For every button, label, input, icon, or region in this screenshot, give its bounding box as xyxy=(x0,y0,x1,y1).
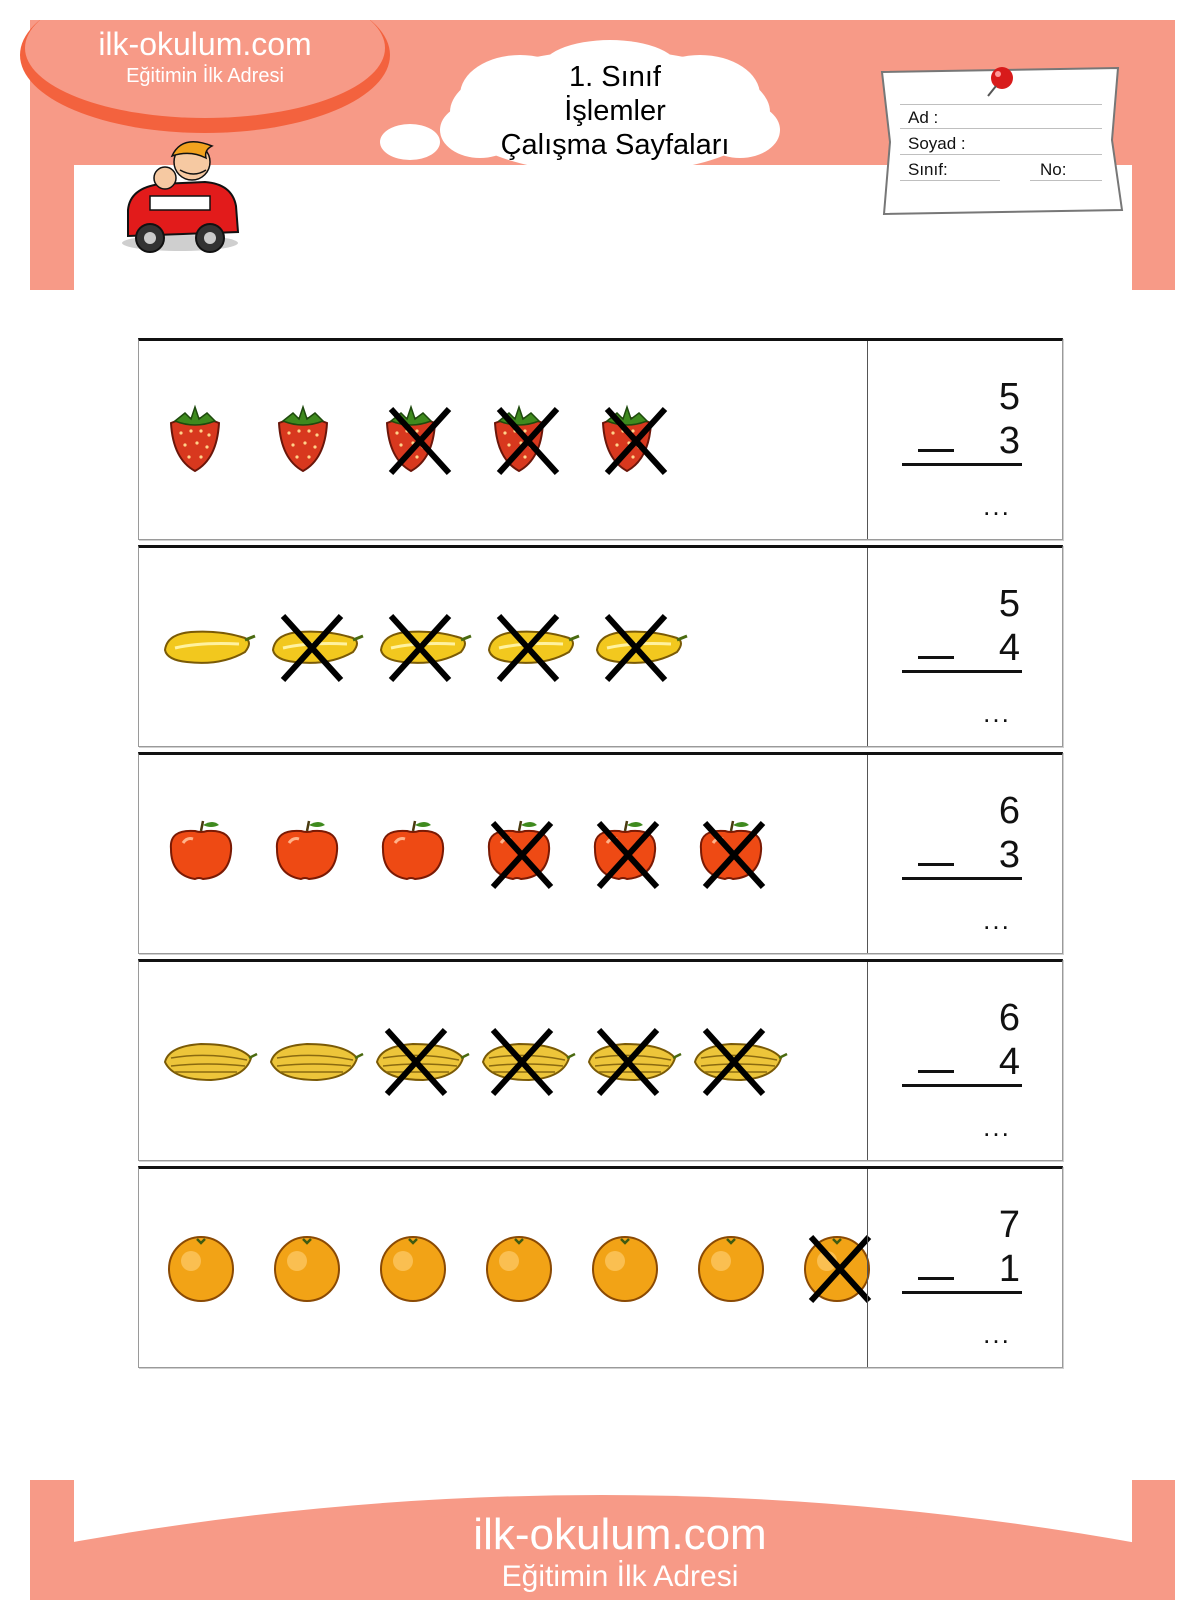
subtrahend: 3 xyxy=(998,420,1020,462)
subtrahend: 4 xyxy=(998,627,1020,669)
strawberry-icon xyxy=(377,401,477,481)
starfruit-icon xyxy=(161,1022,261,1102)
apple-icon xyxy=(161,815,261,895)
strawberry-icon xyxy=(485,401,585,481)
strawberry-icon xyxy=(161,401,261,481)
subtraction-problem xyxy=(868,962,1062,1161)
exercise-row xyxy=(138,338,1063,540)
minus-sign xyxy=(918,618,939,661)
surname-label: Soyad : xyxy=(908,134,966,153)
starfruit-icon xyxy=(585,1022,685,1102)
footer-brand-tagline: Eğitimin İlk Adresi xyxy=(501,1560,739,1593)
apple-icon xyxy=(585,815,685,895)
minus-sign xyxy=(918,1239,939,1282)
title-line-grade: 1. Sınıf xyxy=(569,61,661,93)
papaya-icon xyxy=(161,608,261,688)
exercise-row xyxy=(138,1166,1063,1368)
minus-bar xyxy=(918,1277,954,1280)
subtrahend: 3 xyxy=(998,834,1020,876)
apple-icon xyxy=(691,815,791,895)
starfruit-icon xyxy=(479,1022,579,1102)
orange-icon xyxy=(585,1229,685,1309)
papaya-icon xyxy=(269,608,369,688)
strawberry-icon xyxy=(593,401,693,481)
papaya-icon xyxy=(485,608,585,688)
minuend: 7 xyxy=(998,1204,1020,1246)
fruit-group xyxy=(139,962,867,1161)
orange-icon xyxy=(267,1229,367,1309)
brand-tagline: Eğitimin İlk Adresi xyxy=(126,65,284,87)
papaya-icon xyxy=(593,608,693,688)
number-label: No: xyxy=(1040,160,1067,179)
minus-bar xyxy=(918,863,954,866)
minus-sign xyxy=(918,825,939,868)
minus-bar xyxy=(918,656,954,659)
title-line-topic: İşlemler xyxy=(564,95,666,127)
answer-blank[interactable]: ... xyxy=(983,905,1011,935)
fruit-group xyxy=(139,755,867,954)
sum-line xyxy=(902,1084,1022,1087)
apple-icon xyxy=(373,815,473,895)
apple-icon xyxy=(267,815,367,895)
sum-line xyxy=(902,1291,1022,1294)
starfruit-icon xyxy=(267,1022,367,1102)
name-label: Ad : xyxy=(908,108,939,127)
exercise-row xyxy=(138,545,1063,747)
minuend: 6 xyxy=(998,997,1020,1039)
title-line-worksheet: Çalışma Sayfaları xyxy=(500,129,730,161)
minus-sign xyxy=(918,1032,939,1075)
page-title xyxy=(470,60,760,162)
subtraction-problem xyxy=(868,548,1062,747)
footer-brand-name: ilk-okulum.com xyxy=(473,1510,767,1559)
class-label: Sınıf: xyxy=(908,160,948,179)
apple-icon xyxy=(479,815,579,895)
subtrahend: 1 xyxy=(998,1248,1020,1290)
fruit-group xyxy=(139,341,867,540)
answer-blank[interactable]: ... xyxy=(983,698,1011,728)
exercise-row xyxy=(138,959,1063,1161)
subtraction-problem xyxy=(868,1169,1062,1368)
minus-sign xyxy=(918,411,939,454)
student-info-card xyxy=(880,70,1120,215)
orange-icon xyxy=(691,1229,791,1309)
minuend: 6 xyxy=(998,790,1020,832)
answer-blank[interactable]: ... xyxy=(983,1319,1011,1349)
answer-blank[interactable]: ... xyxy=(983,1112,1011,1142)
subtraction-problem xyxy=(868,341,1062,540)
orange-icon xyxy=(373,1229,473,1309)
red-pin-icon xyxy=(980,64,1020,104)
strawberry-icon xyxy=(269,401,369,481)
minuend: 5 xyxy=(998,376,1020,418)
starfruit-icon xyxy=(373,1022,473,1102)
minus-bar xyxy=(918,449,954,452)
fruit-group xyxy=(139,1169,867,1368)
minus-bar xyxy=(918,1070,954,1073)
sum-line xyxy=(902,463,1022,466)
fruit-group xyxy=(139,548,867,747)
orange-icon xyxy=(161,1229,261,1309)
answer-blank[interactable]: ... xyxy=(983,491,1011,521)
starfruit-icon xyxy=(691,1022,791,1102)
minuend: 5 xyxy=(998,583,1020,625)
orange-icon xyxy=(479,1229,579,1309)
subtraction-problem xyxy=(868,755,1062,954)
papaya-icon xyxy=(377,608,477,688)
sum-line xyxy=(902,670,1022,673)
brand-name: ilk-okulum.com xyxy=(98,26,312,62)
sum-line xyxy=(902,877,1022,880)
exercise-row xyxy=(138,752,1063,954)
subtrahend: 4 xyxy=(998,1041,1020,1083)
